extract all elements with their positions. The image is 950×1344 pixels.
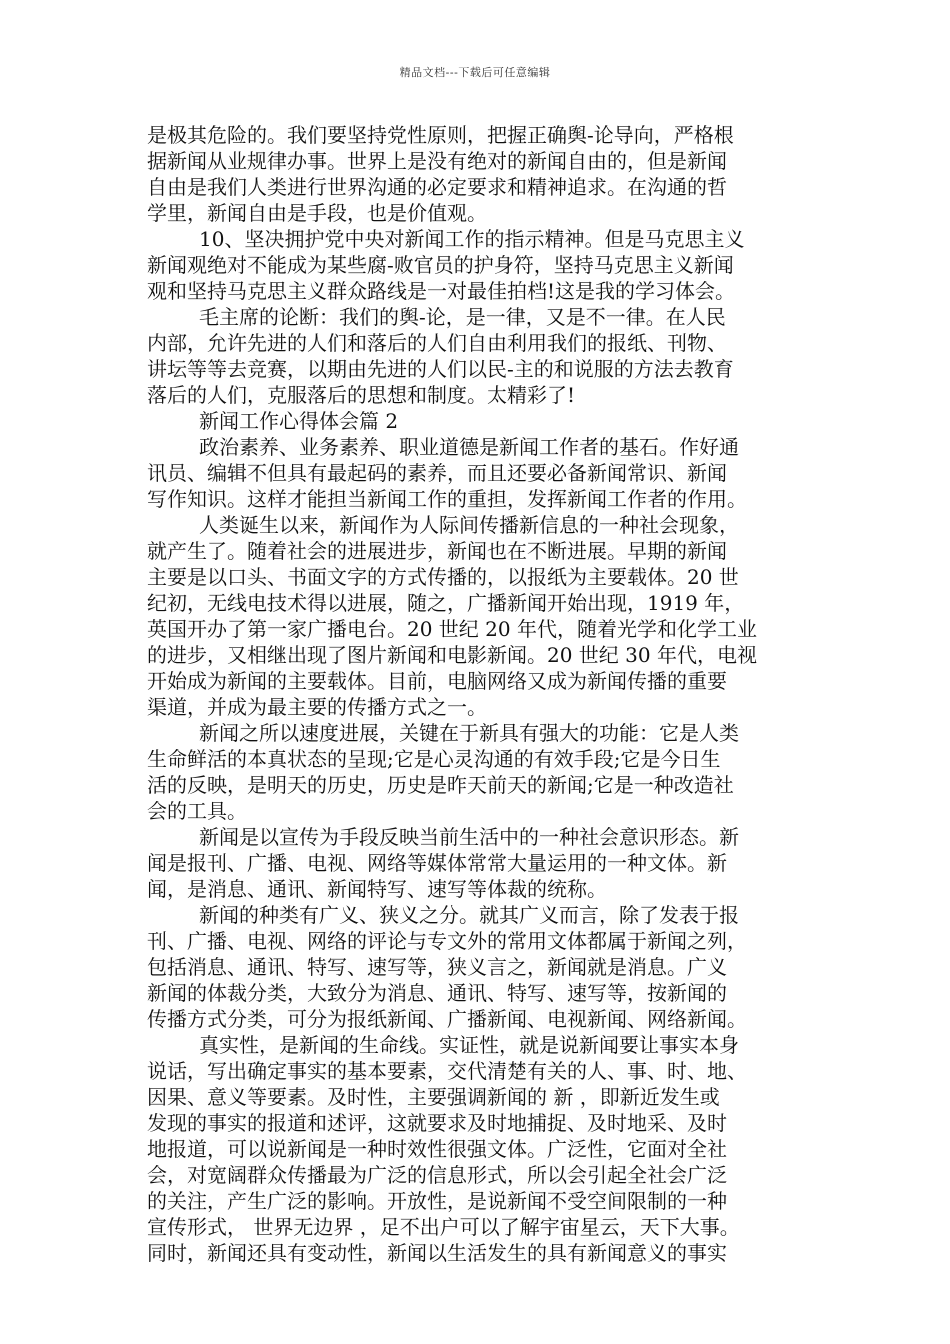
text-line: 的关注，产生广泛的影响。开放性，是说新闻不受空间限制的一种 [147, 1189, 727, 1213]
text-line: 会的工具。 [147, 799, 247, 823]
text-line: 因果、意义等要素。及时性，主要强调新闻的 新 ，即新近发生或 [147, 1085, 720, 1109]
text-line: 渠道，并成为最主要的传播方式之一。 [147, 695, 487, 719]
text-line: 落后的人们，克服落后的思想和制度。太精彩了! [147, 383, 576, 407]
document-body [147, 122, 823, 1266]
paragraph-start-line: 新闻的种类有广义、狭义之分。就其广义而言，除了发表于报 [199, 903, 739, 927]
text-line: 英国开办了第一家广播电台。20 世纪 20 年代，随着光学和化学工业 [147, 617, 757, 641]
text-line: 是极其危险的。我们要坚持党性原则，把握正确舆-论导向，严格根 [147, 123, 734, 147]
text-line: 学里，新闻自由是手段，也是价值观。 [147, 201, 487, 225]
paragraph-start-line: 新闻是以宣传为手段反映当前生活中的一种社会意识形态。新 [199, 825, 739, 849]
section-heading: 新闻工作心得体会篇 2 [199, 409, 399, 433]
paragraph-start-line: 10、坚决拥护党中央对新闻工作的指示精神。但是马克思主义 [199, 227, 745, 251]
text-line: 活的反映，是明天的历史，历史是昨天前天的新闻;它是一种改造社 [147, 773, 734, 797]
text-line: 开始成为新闻的主要载体。目前，电脑网络又成为新闻传播的重要 [147, 669, 727, 693]
text-line: 的进步，又相继出现了图片新闻和电影新闻。20 世纪 30 年代，电视 [147, 643, 757, 667]
text-line: 自由是我们人类进行世界沟通的必定要求和精神追求。在沟通的哲 [147, 175, 727, 199]
text-line: 刊、广播、电视、网络的评论与专文外的常用文体都属于新闻之列， [147, 929, 747, 953]
text-line: 纪初，无线电技术得以进展，随之，广播新闻开始出现，1919 年， [147, 591, 745, 615]
text-line: 据新闻从业规律办事。世界上是没有绝对的新闻自由的，但是新闻 [147, 149, 727, 173]
text-line: 就产生了。随着社会的进展进步，新闻也在不断进展。早期的新闻 [147, 539, 727, 563]
text-line: 内部，允许先进的人们和落后的人们自由利用我们的报纸、刊物、 [147, 331, 727, 355]
text-line: 讲坛等等去竞赛，以期由先进的人们以民-主的和说服的方法去教育 [147, 357, 734, 381]
text-line: 写作知识。这样才能担当新闻工作的重担，发挥新闻工作者的作用。 [147, 487, 747, 511]
paragraph-start-line: 毛主席的论断：我们的舆-论，是一律，又是不一律。在人民 [199, 305, 726, 329]
text-line: 同时，新闻还具有变动性，新闻以生活发生的具有新闻意义的事实 [147, 1241, 727, 1265]
text-line: 新闻的体裁分类，大致分为消息、通讯、特写、速写等，按新闻的 [147, 981, 727, 1005]
text-line: 闻是报刊、广播、电视、网络等媒体常常大量运用的一种文体。新 [147, 851, 727, 875]
paragraph-start-line: 新闻之所以速度进展，关键在于新具有强大的功能：它是人类 [199, 721, 739, 745]
paragraph-start-line: 真实性，是新闻的生命线。实证性，就是说新闻要让事实本身 [199, 1033, 739, 1057]
text-line: 主要是以口头、书面文字的方式传播的，以报纸为主要载体。20 世 [147, 565, 739, 589]
text-line: 发现的事实的报道和述评，这就要求及时地捕捉、及时地采、及时 [147, 1111, 727, 1135]
text-line: 生命鲜活的本真状态的呈现;它是心灵沟通的有效手段;它是今日生 [147, 747, 721, 771]
text-line: 会，对宽阔群众传播最为广泛的信息形式，所以会引起全社会广泛 [147, 1163, 727, 1187]
text-line: 说话，写出确定事实的基本要素，交代清楚有关的人、事、时、地、 [147, 1059, 747, 1083]
paragraph-start-line: 人类诞生以来，新闻作为人际间传播新信息的一种社会现象， [199, 513, 739, 537]
text-line: 观和坚持马克思主义群众路线是一对最佳拍档!这是我的学习体会。 [147, 279, 736, 303]
text-line: 传播方式分类，可分为报纸新闻、广播新闻、电视新闻、网络新闻。 [147, 1007, 747, 1031]
text-line: 闻，是消息、通讯、新闻特写、速写等体裁的统称。 [147, 877, 607, 901]
page-header: 精品文档---下载后可任意编辑 [399, 66, 551, 79]
text-line: 讯员、编辑不但具有最起码的素养，而且还要必备新闻常识、新闻 [147, 461, 727, 485]
text-line: 宣传形式， 世界无边界 ，足不出户可以了解宇宙星云，天下大事。 [147, 1215, 740, 1239]
text-line: 包括消息、通讯、特写、速写等，狭义言之，新闻就是消息。广义 [147, 955, 727, 979]
text-line: 地报道，可以说新闻是一种时效性很强文体。广泛性，它面对全社 [147, 1137, 727, 1161]
text-line: 新闻观绝对不能成为某些腐-败官员的护身符，坚持马克思主义新闻 [147, 253, 734, 277]
paragraph-start-line: 政治素养、业务素养、职业道德是新闻工作者的基石。作好通 [199, 435, 739, 459]
